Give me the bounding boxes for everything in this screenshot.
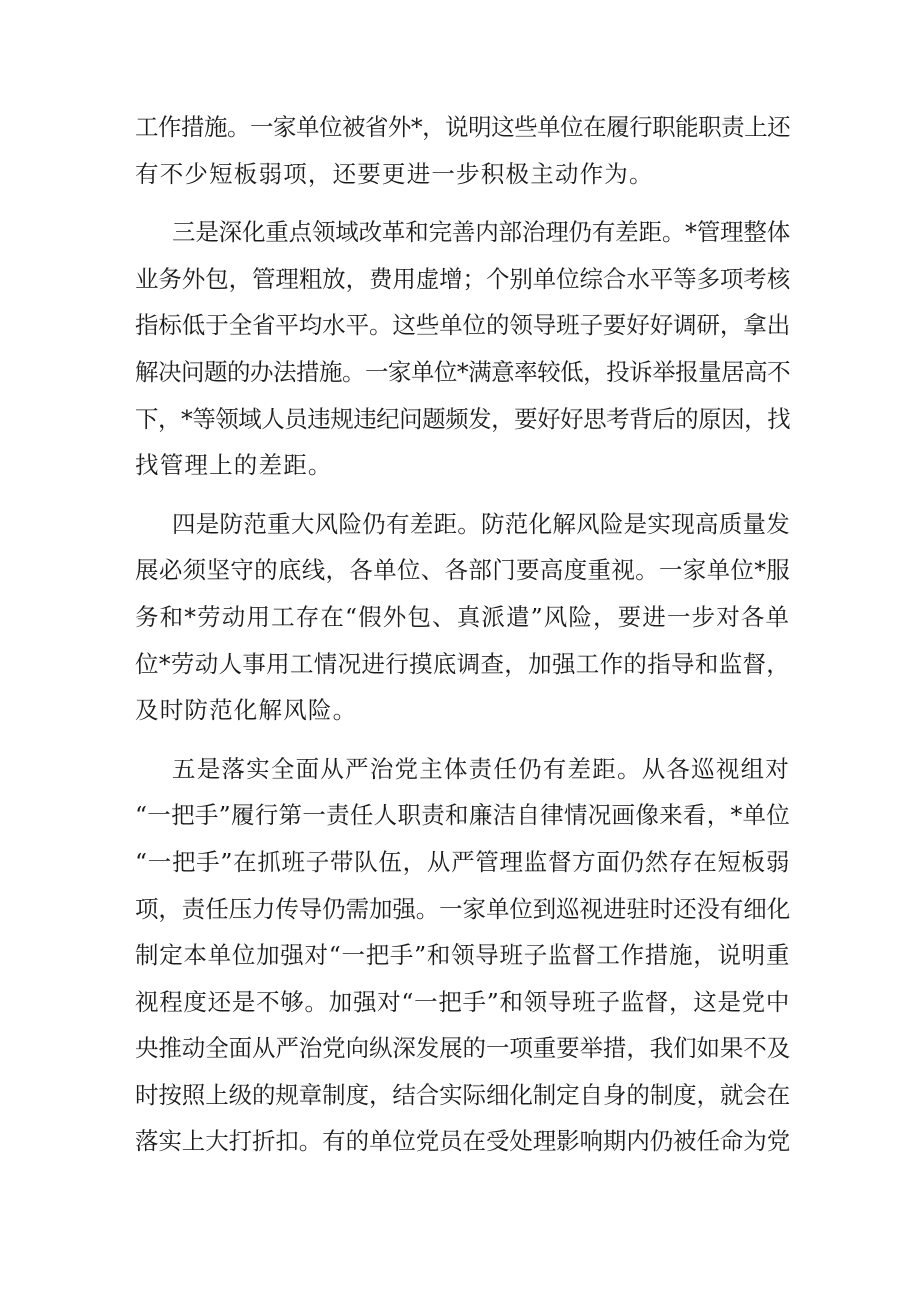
text-line: “一把手”履行第一责任人职责和廉洁自律情况画像来看，*单位 — [135, 801, 790, 830]
text-line: 时按照上级的规章制度，结合实际细化制定自身的制度，就会在 — [135, 1080, 790, 1109]
text-line: 位*劳动人事用工情况进行摸底调查，加强工作的指导和监督， — [135, 649, 790, 678]
text-line: 央推动全面从严治党向纵深发展的一项重要举措，我们如果不及 — [135, 1034, 790, 1063]
text-line: 解决问题的办法措施。一家单位*满意率较低，投诉举报量居高不 — [135, 357, 790, 386]
paragraph-five — [135, 746, 790, 1165]
text-line: 业务外包，管理粗放，费用虚增；个别单位综合水平等多项考核 — [135, 264, 790, 293]
text-line: 工作措施。一家单位被省外*，说明这些单位在履行职能职责上还 — [135, 113, 790, 141]
paragraph-four — [135, 501, 790, 734]
paragraph-three — [135, 209, 790, 489]
text-line: 指标低于全省平均水平。这些单位的领导班子要好好调研，拿出 — [135, 311, 790, 340]
text-line: 下，*等领域人员违规违纪问题频发，要好好思考背后的原因，找 — [135, 404, 790, 433]
paragraph-gap — [135, 734, 790, 746]
text-line: 落实上大打折扣。有的单位党员在受处理影响期内仍被任命为党 — [135, 1127, 790, 1156]
paragraph-gap — [135, 489, 790, 501]
text-line: 视程度还是不够。加强对“一把手”和领导班子监督，这是党中 — [135, 987, 790, 1016]
text-line: 制定本单位加强对“一把手”和领导班子监督工作措施，说明重 — [135, 941, 790, 970]
text-line: 四是防范重大风险仍有差距。防范化解风险是实现高质量发 — [172, 509, 790, 538]
paragraph-gap — [135, 197, 790, 209]
text-line: 展必须坚守的底线，各单位、各部门要高度重视。一家单位*服 — [135, 556, 790, 585]
text-line: 三是深化重点领域改革和完善内部治理仍有差距。*管理整体 — [172, 218, 790, 247]
text-line: 项，责任压力传导仍需加强。一家单位到巡视进驻时还没有细化 — [135, 894, 790, 923]
text-line: “一把手”在抓班子带队伍，从严管理监督方面仍然存在短板弱 — [135, 847, 790, 876]
text-line: 有不少短板弱项，还要更进一步积极主动作为。 — [135, 159, 654, 188]
document-body — [135, 104, 790, 1165]
text-line: 找管理上的差距。 — [135, 451, 333, 480]
text-line: 务和*劳动用工存在“假外包、真派遣”风险，要进一步对各单 — [135, 602, 790, 631]
text-line: 五是落实全面从严治党主体责任仍有差距。从各巡视组对 — [172, 754, 790, 783]
paragraph-continued — [135, 104, 790, 197]
text-line: 及时防范化解风险。 — [135, 696, 358, 725]
